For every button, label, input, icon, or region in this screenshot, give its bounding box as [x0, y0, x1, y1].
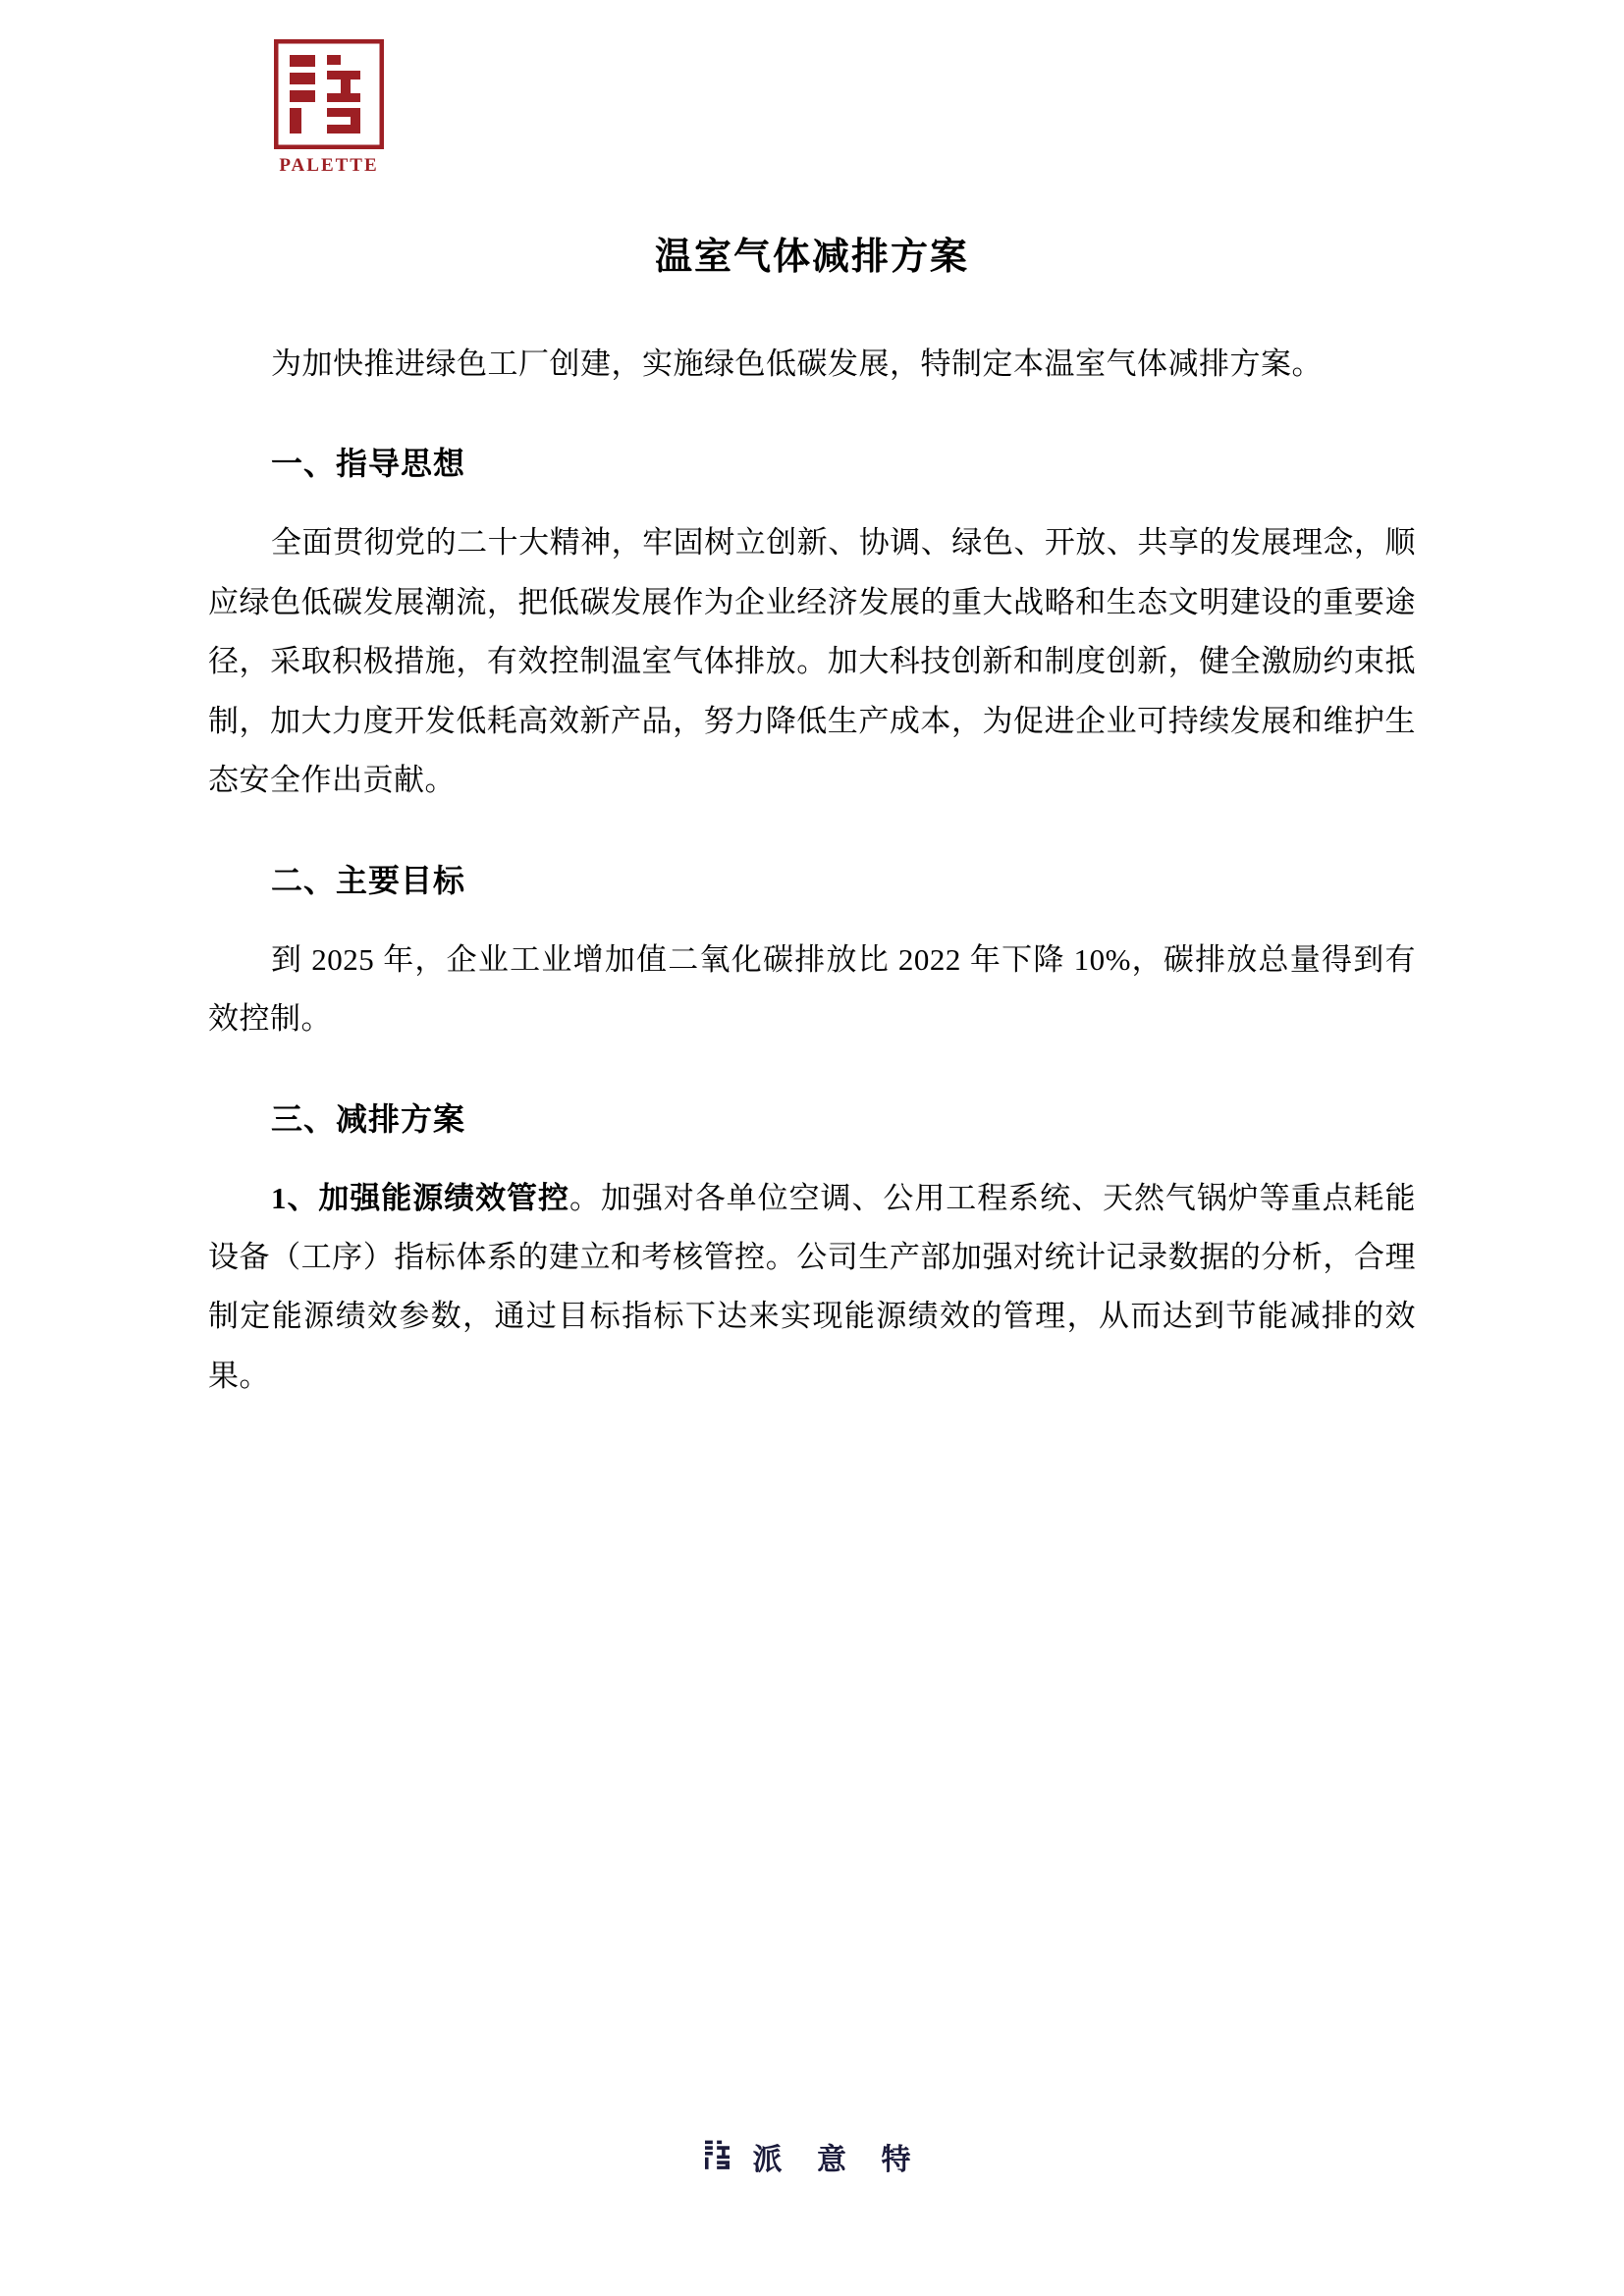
section-heading-2: 二、主要目标 [271, 862, 466, 898]
footer [0, 2135, 1624, 2178]
section-item-1-body: 。加强对各单位空调、公用工程系统、天然气锅炉等重点耗能设备（工序）指标体系的建立和考核管控。公司生产部加强对统计记录数据的分析，合理制定能源绩效参数，通过目标指标下达来实现能源绩效的管理，从而达到节能减排的效果。 [208, 1180, 1417, 1393]
section-item-1 [208, 1169, 1416, 1407]
logo-wordmark: PALETTE [279, 155, 379, 176]
document-body [208, 226, 1416, 1439]
section-item-1-lead: 1、加强能源绩效管控 [271, 1180, 569, 1215]
footer-brand-text: 派 意 特 [752, 2144, 925, 2176]
section-heading-3: 三、减排方案 [271, 1100, 466, 1137]
intro-paragraph: 为加快推进绿色工厂创建，实施绿色低碳发展，特制定本温室气体减排方案。 [271, 347, 1323, 381]
section-heading-1: 一、指导思想 [271, 446, 466, 482]
palette-seal-logo-icon [274, 39, 384, 149]
header-logo [250, 39, 407, 177]
section-paragraph-2: 到 2025 年，企业工业增加值二氧化碳排放比 2022 年下降 10%，碳排放总量得到有效控制。 [208, 941, 1416, 1037]
palette-seal-logo-icon [700, 2135, 739, 2178]
page-title: 温室气体减排方案 [654, 237, 969, 278]
section-paragraph-1: 全面贯彻党的二十大精神，牢固树立创新、协调、绿色、开放、共享的发展理念，顺应绿色低碳发展潮流，把低碳发展作为企业经济发展的重大战略和生态文明建设的重要途径，采取积极措施，有效控制温室气体排放。加大科技创新和制度创新，健全激励约束抵制，加大力度开发低耗高效新产品，努力降低生产成本，为促进企业可持续发展和维护生态安全作出贡献。 [208, 525, 1416, 798]
